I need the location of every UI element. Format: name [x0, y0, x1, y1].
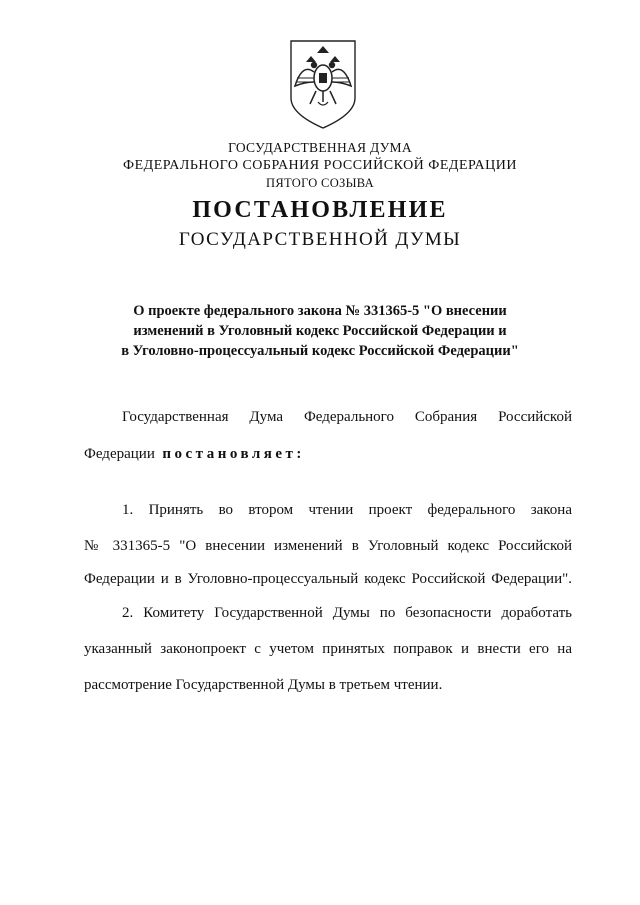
coat-of-arms-emblem	[288, 38, 358, 130]
item2-line-1: 2. Комитету Государственной Думы по безопасности доработать	[122, 605, 572, 621]
subject-line-1: О проекте федерального закона № 331365-5 "О внесении	[133, 303, 507, 319]
subject-line-3: в Уголовно-процессуальный кодекс Российской Федерации"	[121, 343, 519, 359]
item2-line-2: указанный законопроект с учетом принятых поправок и внести его на	[84, 641, 572, 657]
item1-line-3: Федерации и в Уголовно-процессуальный кодекс Российской Федерации".	[84, 571, 572, 587]
document-title: ПОСТАНОВЛЕНИЕ	[192, 197, 448, 223]
preamble-federation-word: Федерации	[84, 446, 155, 462]
preamble-line-1: Государственная Дума Федерального Собрания Российской	[122, 409, 572, 425]
issuer-line-duma: ГОСУДАРСТВЕННАЯ ДУМА	[228, 140, 412, 155]
resolves-keyword: постановляет:	[162, 446, 305, 462]
item1-line-1: 1. Принять во втором чтении проект федерального закона	[122, 502, 572, 518]
issuer-line-assembly: ФЕДЕРАЛЬНОГО СОБРАНИЯ РОССИЙСКОЙ ФЕДЕРАЦИИ	[123, 158, 517, 173]
item1-line-2: № 331365-5 "О внесении изменений в Уголовный кодекс Российской	[84, 538, 572, 554]
document-subtitle: ГОСУДАРСТВЕННОЙ ДУМЫ	[178, 229, 462, 250]
item2-line-3: рассмотрение Государственной Думы в третьем чтении.	[84, 677, 443, 693]
subject-line-2: изменений в Уголовный кодекс Российской Федерации и	[133, 323, 507, 339]
issuer-line-convocation: ПЯТОГО СОЗЫВА	[266, 176, 374, 190]
preamble-line-2	[84, 446, 572, 463]
